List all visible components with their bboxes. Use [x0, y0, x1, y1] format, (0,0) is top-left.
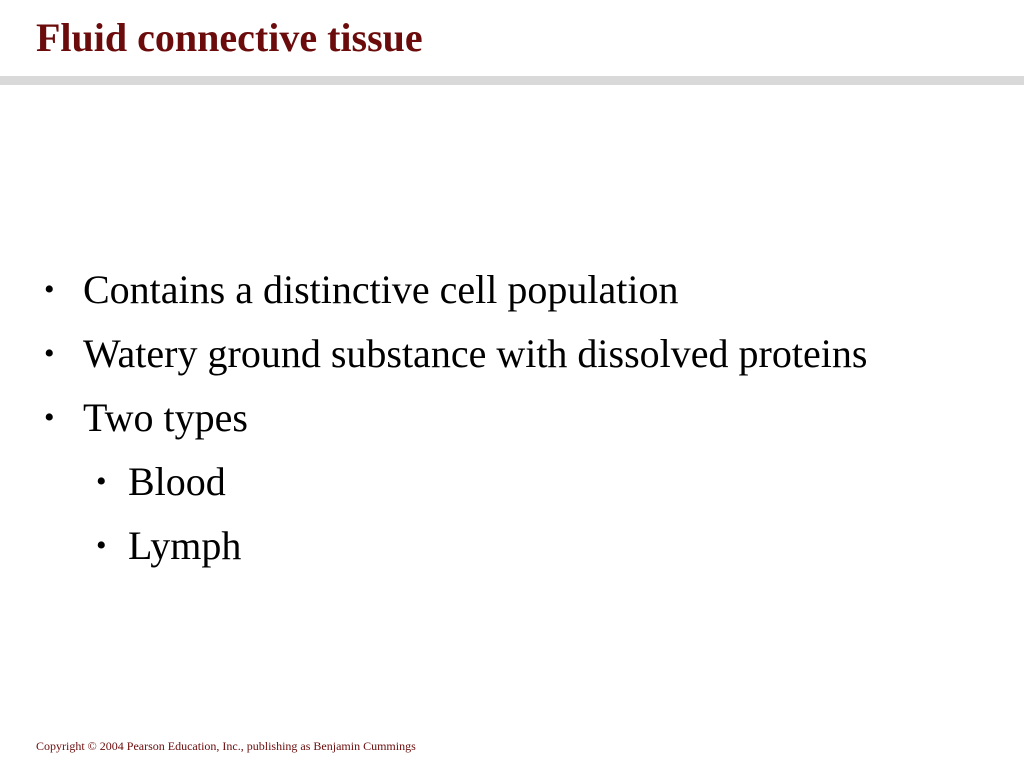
- bullet-icon: •: [44, 273, 55, 306]
- bullet-icon: •: [44, 337, 55, 370]
- bullet-icon: •: [96, 529, 107, 562]
- sub-bullet-item: [44, 450, 1014, 514]
- title-divider: [0, 76, 1024, 85]
- sub-bullet-text: Lymph: [128, 523, 242, 568]
- bullet-icon: •: [44, 401, 55, 434]
- slide-title: Fluid connective tissue: [36, 15, 423, 60]
- sub-bullet-item: [44, 514, 1014, 578]
- copyright-footer: Copyright © 2004 Pearson Education, Inc., publishing as Benjamin Cummings: [36, 739, 416, 753]
- sub-bullet-text: Blood: [128, 459, 226, 504]
- bullet-icon: •: [96, 465, 107, 498]
- bullet-text: Two types: [83, 395, 248, 440]
- bullet-item: [44, 386, 1014, 450]
- bullet-list: [44, 258, 1014, 578]
- bullet-item: [44, 322, 1014, 386]
- bullet-text: Contains a distinctive cell population: [83, 267, 679, 312]
- bullet-text: Watery ground substance with dissolved proteins: [83, 331, 868, 376]
- bullet-item: [44, 258, 1014, 322]
